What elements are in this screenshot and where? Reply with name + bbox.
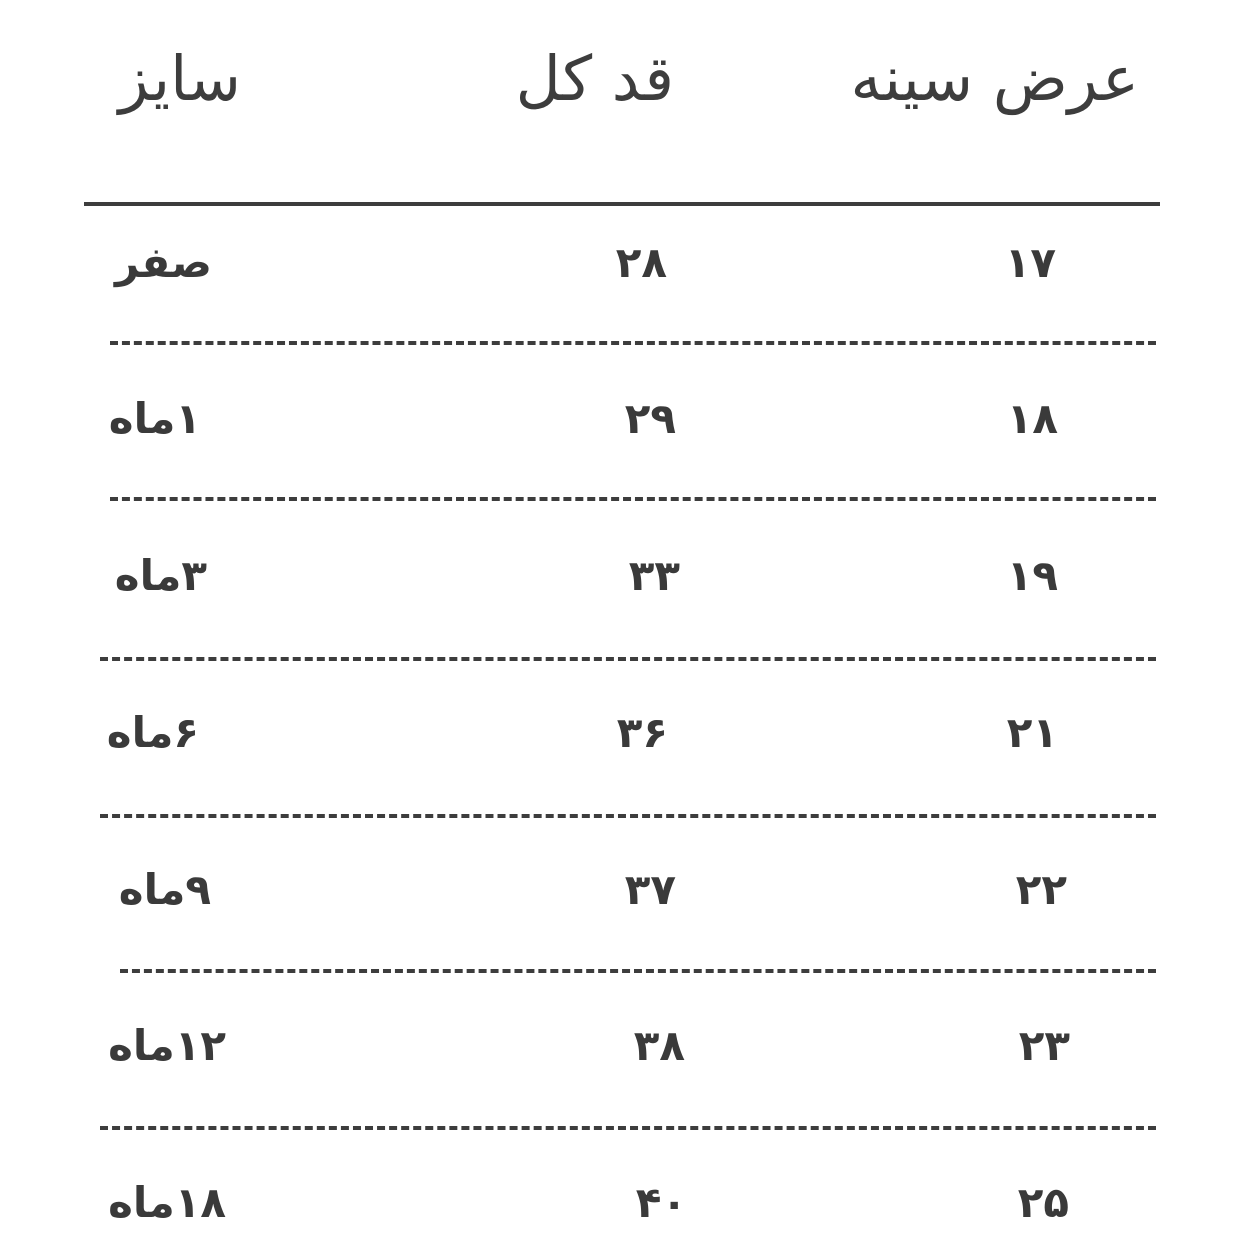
chest-value: ۲۳	[1018, 1021, 1070, 1070]
length-value: ۴۰	[635, 1178, 687, 1227]
size-value: ۹ماه	[118, 865, 211, 914]
length-value: ۳۳	[628, 551, 680, 600]
chest-value: ۲۱	[1006, 708, 1058, 757]
chest-value: ۲۵	[1017, 1178, 1069, 1227]
size-value: ۱ماه	[108, 394, 201, 443]
header-size: سایز	[118, 42, 241, 115]
header-chest-width: عرض سینه	[850, 42, 1139, 115]
chest-value: ۱۹	[1006, 551, 1058, 600]
chest-value: ۱۸	[1006, 394, 1058, 443]
length-value: ۳۶	[616, 708, 668, 757]
size-value: صفر	[115, 238, 212, 287]
length-value: ۲۹	[624, 394, 676, 443]
length-value: ۳۷	[624, 865, 676, 914]
size-value: ۱۸ماه	[108, 1178, 226, 1227]
length-value: ۲۸	[615, 238, 667, 287]
row-divider	[110, 341, 1156, 345]
row-divider	[100, 814, 1156, 818]
header-divider	[84, 202, 1160, 206]
chest-value: ۱۷	[1004, 238, 1056, 287]
row-divider	[100, 1126, 1156, 1130]
size-value: ۱۲ماه	[108, 1021, 226, 1070]
row-divider	[100, 657, 1156, 661]
chest-value: ۲۲	[1015, 865, 1067, 914]
size-value: ۳ماه	[114, 551, 207, 600]
size-value: ۶ماه	[106, 708, 199, 757]
row-divider	[110, 497, 1156, 501]
row-divider	[120, 969, 1156, 973]
length-value: ۳۸	[633, 1021, 685, 1070]
header-total-length: قد کل	[515, 42, 674, 115]
